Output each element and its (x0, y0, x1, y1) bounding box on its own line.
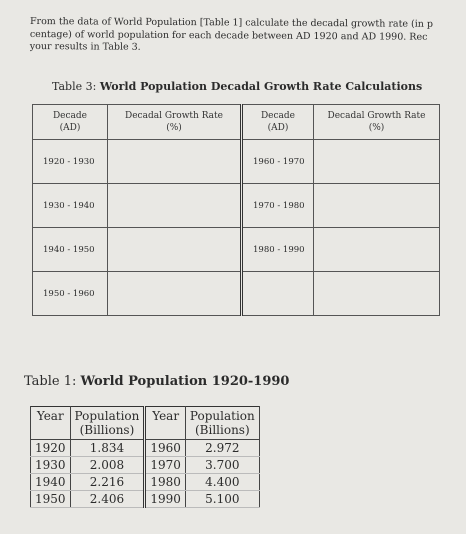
population-cell: 5.100 (185, 491, 259, 508)
decade-cell: 1930 - 1940 (33, 184, 108, 228)
table1-caption-title: World Population 1920-1990 (80, 374, 290, 389)
decade-cell: 1950 - 1960 (33, 272, 108, 316)
instructions-line: centage) of world population for each decade between AD 1920 and AD 1990. Rec (29, 28, 428, 43)
table-header-row (31, 407, 260, 440)
decade-header: Decade (AD) (242, 105, 314, 140)
table-row (31, 474, 260, 491)
table-row (33, 272, 440, 316)
table-row (33, 228, 440, 272)
decadal-growth-table (32, 104, 440, 316)
population-cell: 2.216 (70, 474, 145, 491)
year-header: Year (31, 407, 71, 440)
population-cell: 2.008 (70, 457, 145, 474)
population-cell: 3.700 (185, 457, 259, 474)
year-cell: 1970 (145, 457, 186, 474)
growth-rate-header: Decadal Growth Rate (%) (108, 105, 242, 140)
decade-cell: 1970 - 1980 (242, 184, 314, 228)
year-cell: 1980 (145, 474, 186, 491)
growth-rate-input-cell[interactable] (314, 140, 440, 184)
year-cell: 1930 (31, 457, 71, 474)
table-row (33, 140, 440, 184)
instructions-line: From the data of World Population [Table 1] calculate the decadal growth rate (in p (29, 16, 434, 30)
table3-caption-title: World Population Decadal Growth Rate Calculations (99, 80, 423, 93)
year-cell: 1960 (145, 440, 186, 457)
instructions-line: your results in Table 3. (29, 40, 141, 53)
decade-cell: 1960 - 1970 (242, 140, 314, 184)
population-cell: 4.400 (185, 474, 259, 491)
year-cell: 1990 (145, 491, 186, 508)
population-cell: 1.834 (70, 440, 145, 457)
table-row (31, 491, 260, 508)
population-header: Population (Billions) (70, 407, 145, 440)
table-row (33, 184, 440, 228)
table3-caption (52, 80, 422, 93)
year-cell: 1920 (31, 440, 71, 457)
growth-rate-input-cell[interactable] (314, 228, 440, 272)
instructions-paragraph (30, 16, 466, 57)
year-cell: 1950 (31, 491, 71, 508)
growth-rate-input-cell[interactable] (108, 272, 242, 316)
table1-caption (24, 374, 289, 389)
decade-cell: 1920 - 1930 (33, 140, 108, 184)
growth-rate-input-cell[interactable] (108, 140, 242, 184)
growth-rate-header: Decadal Growth Rate (%) (314, 105, 440, 140)
decade-header: Decade (AD) (33, 105, 108, 140)
growth-rate-input-cell[interactable] (108, 228, 242, 272)
growth-rate-input-cell[interactable] (314, 184, 440, 228)
world-population-table (30, 406, 260, 508)
table-row (31, 457, 260, 474)
year-header: Year (145, 407, 186, 440)
population-header: Population (Billions) (185, 407, 259, 440)
growth-rate-input-cell[interactable] (108, 184, 242, 228)
table-header-row (33, 105, 440, 140)
growth-rate-input-cell[interactable] (314, 272, 440, 316)
decade-cell: 1940 - 1950 (33, 228, 108, 272)
population-cell: 2.406 (70, 491, 145, 508)
population-cell: 2.972 (185, 440, 259, 457)
table-row (31, 440, 260, 457)
decade-cell: 1980 - 1990 (242, 228, 314, 272)
table3-caption-prefix: Table 3: (52, 80, 97, 93)
decade-cell (242, 272, 314, 316)
year-cell: 1940 (31, 474, 71, 491)
table1-caption-prefix: Table 1: (24, 374, 77, 389)
